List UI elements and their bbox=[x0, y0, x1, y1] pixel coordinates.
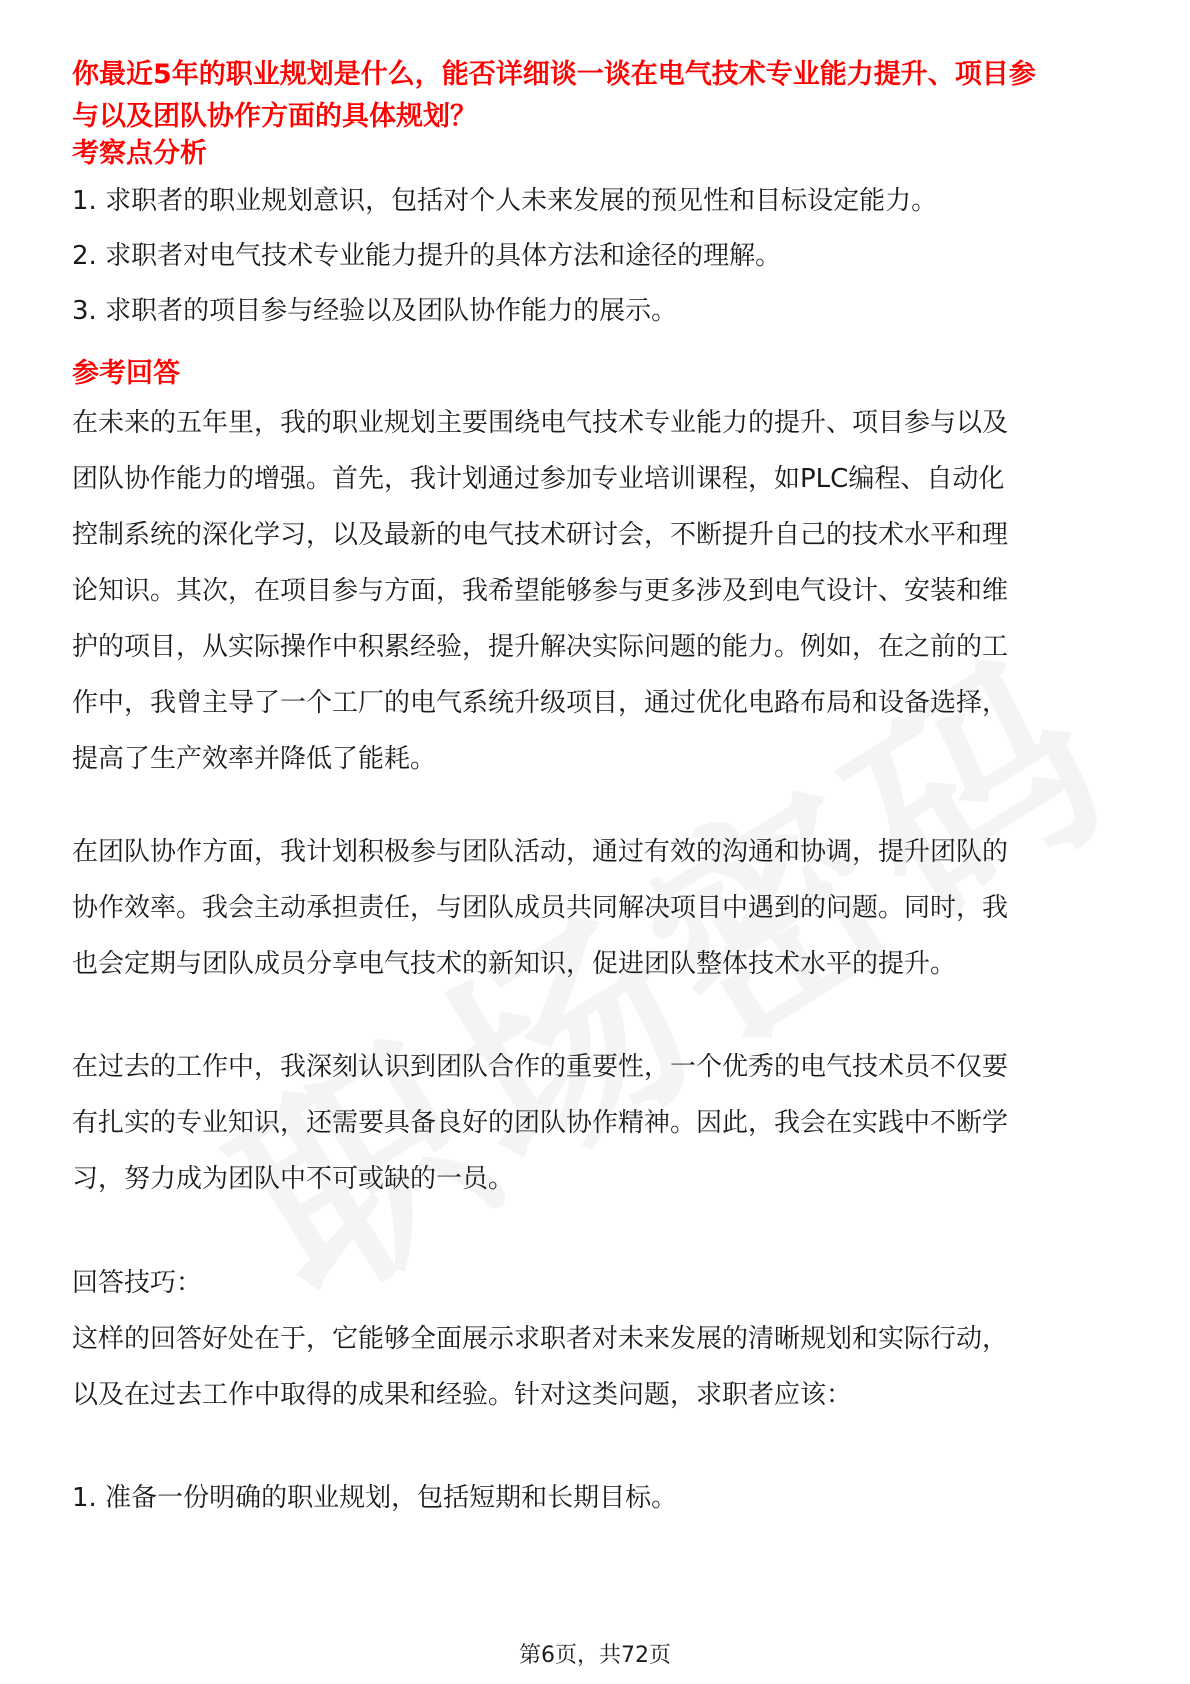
answer-line: 护的项目，从实际操作中积累经验，提升解决实际问题的能力。例如，在之前的工 bbox=[72, 632, 1009, 662]
answer-line: 团队协作能力的增强。首先，我计划通过参加专业培训课程，如PLC编程、自动化 bbox=[72, 464, 1005, 494]
analysis-item: 2. 求职者对电气技术专业能力提升的具体方法和途径的理解。 bbox=[72, 241, 782, 271]
answer-line: 也会定期与团队成员分享电气技术的新知识，促进团队整体技术水平的提升。 bbox=[72, 949, 957, 979]
question-line: 与以及团队协作方面的具体规划？ bbox=[72, 101, 477, 132]
question-line: 你最近5年的职业规划是什么，能否详细谈一谈在电气技术专业能力提升、项目参 bbox=[72, 59, 1036, 90]
answer-line: 在未来的五年里，我的职业规划主要围绕电气技术专业能力的提升、项目参与以及 bbox=[72, 408, 1009, 438]
answer-line: 协作效率。我会主动承担责任，与团队成员共同解决项目中遇到的问题。同时，我 bbox=[72, 893, 1009, 923]
answer-line: 在过去的工作中，我深刻认识到团队合作的重要性，一个优秀的电气技术员不仅要 bbox=[72, 1052, 1009, 1082]
answer-line: 在团队协作方面，我计划积极参与团队活动，通过有效的沟通和协调，提升团队的 bbox=[72, 837, 1009, 867]
tips-line: 以及在过去工作中取得的成果和经验。针对这类问题，求职者应该： bbox=[72, 1380, 853, 1410]
answer-line: 提高了生产效率并降低了能耗。 bbox=[72, 744, 437, 774]
answer-line: 习，努力成为团队中不可或缺的一员。 bbox=[72, 1164, 515, 1194]
analysis-heading: 考察点分析 bbox=[72, 138, 207, 169]
tips-heading: 回答技巧： bbox=[72, 1268, 203, 1298]
answer-heading: 参考回答 bbox=[72, 358, 180, 389]
page-number: 第6页，共72页 bbox=[519, 1643, 671, 1668]
tips-list-item: 1. 准备一份明确的职业规划，包括短期和长期目标。 bbox=[72, 1483, 678, 1513]
answer-line: 有扎实的专业知识，还需要具备良好的团队协作精神。因此，我会在实践中不断学 bbox=[72, 1108, 1009, 1138]
question-title bbox=[72, 54, 1122, 138]
analysis-item: 1. 求职者的职业规划意识，包括对个人未来发展的预见性和目标设定能力。 bbox=[72, 186, 938, 216]
answer-line: 控制系统的深化学习，以及最新的电气技术研讨会，不断提升自己的技术水平和理 bbox=[72, 520, 1009, 550]
answer-line: 作中，我曾主导了一个工厂的电气系统升级项目，通过优化电路布局和设备选择， bbox=[72, 688, 1009, 718]
analysis-item: 3. 求职者的项目参与经验以及团队协作能力的展示。 bbox=[72, 296, 678, 326]
tips-line: 这样的回答好处在于，它能够全面展示求职者对未来发展的清晰规划和实际行动， bbox=[72, 1324, 1009, 1354]
answer-line: 论知识。其次，在项目参与方面，我希望能够参与更多涉及到电气设计、安装和维 bbox=[72, 576, 1009, 606]
